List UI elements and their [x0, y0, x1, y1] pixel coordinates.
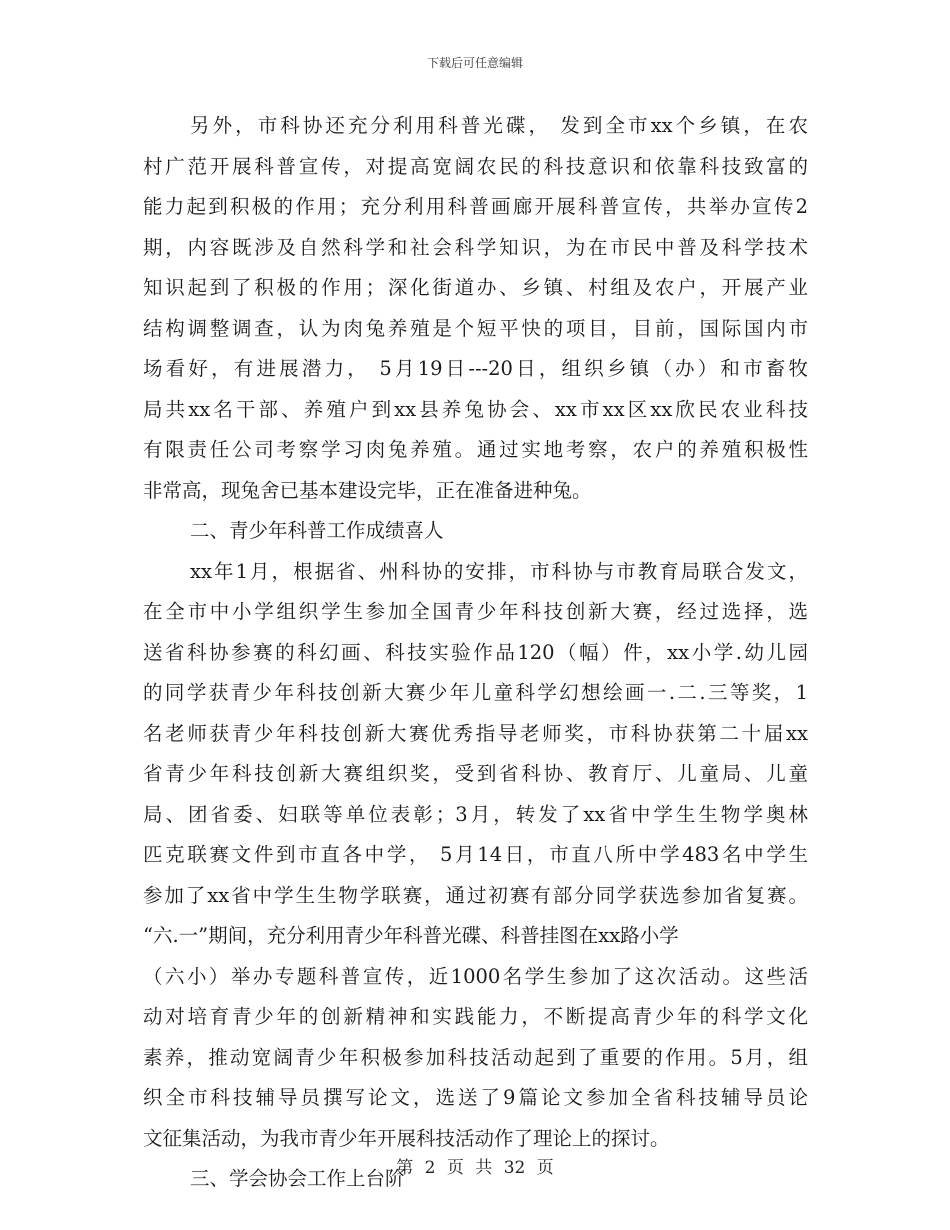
paragraph-line: 非常高，现兔舍已基本建设完毕，正在准备进种兔。 — [143, 478, 592, 502]
paragraph-line: 省青少年科技创新大赛组织奖，受到省科协、教育厅、儿童局、儿童 — [143, 762, 808, 785]
section-heading: 二、青少年科普工作成绩喜人 — [190, 519, 444, 542]
paragraph-line: 素养，推动宽阔青少年积极参加科技活动起到了重要的作用。5月，组 — [143, 1045, 808, 1069]
paragraph-line: 另外，市科协还充分利用科普光碟， 发到全市xx个乡镇，在农 — [190, 114, 808, 137]
paragraph-line: 动对培育青少年的创新精神和实践能力，不断提高青少年的科学文化 — [143, 1005, 808, 1028]
paragraph-line: 匹克联赛文件到市直各中学， 5月14日，市直八所中学483名中学生 — [143, 843, 808, 866]
paragraph-line: 织全市科技辅导员撰写论文，选送了9篇论文参加全省科技辅导员论 — [143, 1086, 808, 1109]
paragraph-line: 参加了xx省中学生生物学联赛，通过初赛有部分同学获选参加省复赛。 — [143, 883, 808, 907]
paragraph-line: 文征集活动，为我市青少年开展科技活动作了理论上的探讨。 — [143, 1126, 670, 1150]
paragraph-line: 有限责任公司考察学习肉兔养殖。通过实地考察，农户的养殖积极性 — [143, 438, 808, 461]
paragraph-line: 期，内容既涉及自然科学和社会科学知识，为在市民中普及科学技术 — [143, 235, 808, 259]
paragraph-line: 知识起到了积极的作用；深化街道办、乡镇、村组及农户，开展产业 — [143, 276, 808, 299]
paragraph-line: 结构调整调查，认为肉兔养殖是个短平快的项目，目前，国际国内市 — [143, 316, 808, 340]
page-header: 下载后可任意编辑 — [426, 56, 523, 70]
paragraph-line: xx年1月，根据省、州科协的安排，市科协与市教育局联合发文， — [190, 559, 808, 583]
paragraph-line: 村广范开展科普宣传，对提高宽阔农民的科技意识和依靠科技致富的 — [143, 154, 808, 178]
paragraph-line: “六.一”期间，充分利用青少年科普光碟、科普挂图在xx路小学 — [143, 924, 679, 947]
document-body — [143, 112, 808, 1206]
paragraph-line: （六小）举办专题科普宣传，近1000名学生参加了这次活动。这些活 — [143, 964, 808, 988]
paragraph-line: 名老师获青少年科技创新大赛优秀指导老师奖，市科协获第二十届xx — [143, 721, 808, 745]
paragraph-line: 在全市中小学组织学生参加全国青少年科技创新大赛，经过选择，选 — [143, 600, 808, 623]
paragraph-line: 能力起到积极的作用；充分利用科普画廊开展科普宣传，共举办宣传2 — [143, 195, 808, 218]
paragraph-line: 局共xx名干部、养殖户到xx县养兔协会、xx市xx区xx欣民农业科技 — [143, 397, 808, 421]
paragraph-line: 局、团省委、妇联等单位表彰；3月，转发了xx省中学生生物学奥林 — [143, 802, 808, 826]
paragraph-line: 场看好，有进展潜力， 5月19日---20日，组织乡镇（办）和市畜牧 — [143, 357, 808, 380]
section-heading: 三、学会协会工作上台阶 — [190, 1167, 405, 1190]
paragraph-line: 的同学获青少年科技创新大赛少年儿童科学幻想绘画一.二.三等奖，1 — [143, 681, 808, 704]
page-footer: 第 2 页 共 32 页 — [396, 1158, 554, 1178]
paragraph-line: 送省科协参赛的科幻画、科技实验作品120（幅）件，xx小学.幼儿园 — [143, 640, 808, 664]
